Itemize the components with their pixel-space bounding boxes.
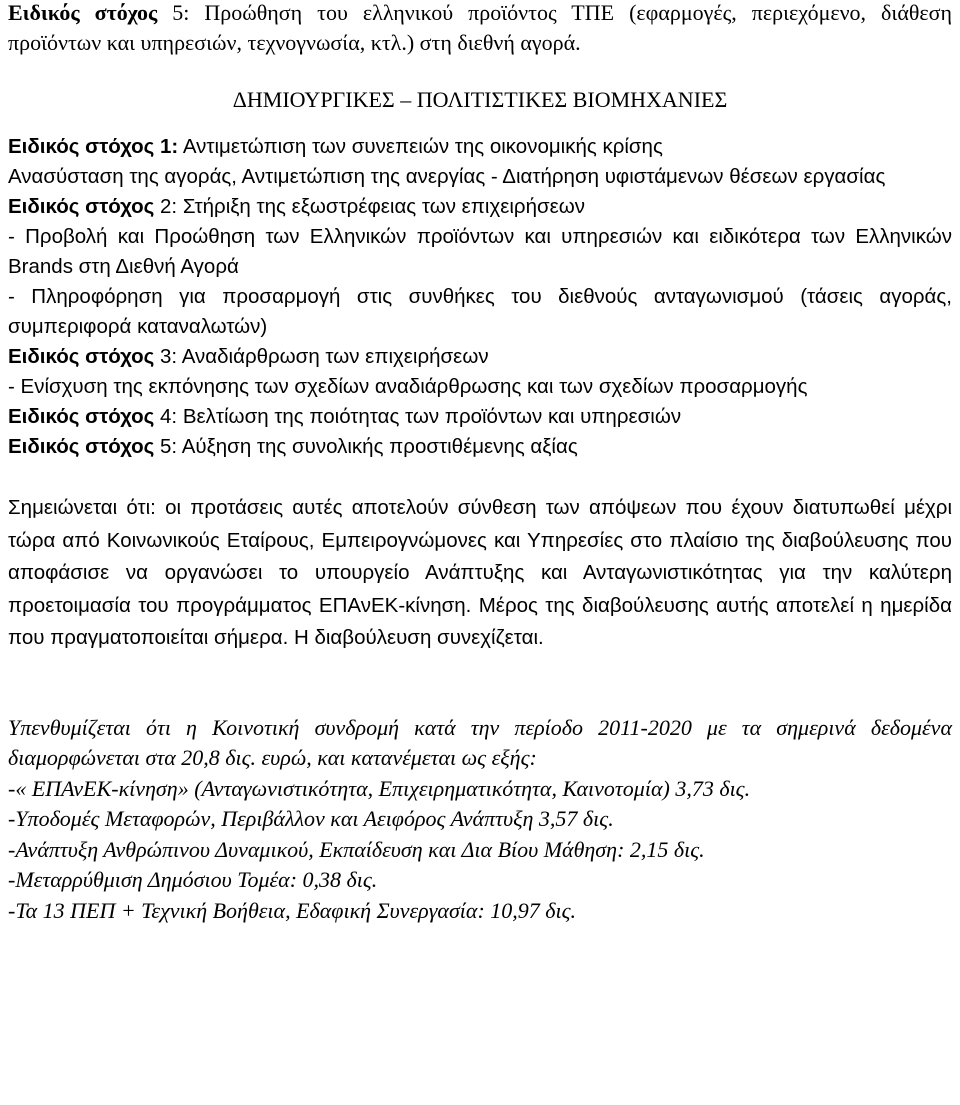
goal-1-number: 1: [160,135,179,158]
budget-item: -Υποδομές Μεταφορών, Περιβάλλον και Αειφόρος Ανάπτυξη 3,57 δις. [8,806,614,831]
goal-3-line-1: - Ενίσχυση της εκπόνησης των σχεδίων αναδιάρθρωσης και των σχεδίων προσαρμογής [8,375,808,398]
goal-2-number: 2: [160,195,178,218]
goal-2 [8,192,952,222]
goal-2-title: Στήριξη της εξωστρέφειας των επιχειρήσεων [182,195,586,218]
goal-2-label: Ειδικός στόχος [8,195,155,218]
note-paragraph: Σημειώνεται ότι: οι προτάσεις αυτές αποτελούν σύνθεση των απόψεων που έχουν διατυπωθεί μέχρι τώρα από Κοινωνικούς Εταίρους, Εμπειρογνώμονες και Υπηρεσίες στο πλαίσιο της διαβούλευσης που αποφάσισε να οργανώσει το υπουργείο Ανάπτυξης και Ανταγωνιστικότητας για την καλύτερη προετοιμασία του προγράμματος ΕΠΑνΕΚ-κίνηση. Μέρος της διαβούλευσης αυτής αποτελεί η ημερίδα που πραγματοποιείται σήμερα. Η διαβούλευση συνεχίζεται. [8,496,952,649]
goal-3 [8,342,952,372]
goal-4-number: 4: [160,405,178,428]
goal-3-number: 3: [160,345,178,368]
intro-goal-text: Προώθηση του ελληνικού προϊόντος ΤΠΕ (εφαρμογές, περιεχόμενο, διάθεση προϊόντων και υπηρεσιών, τεχνογνωσία, κτλ.) στη διεθνή αγορά. [8,0,953,55]
goal-5-label: Ειδικός στόχος [8,435,155,458]
intro-goal-number: 5: [172,0,190,25]
goal-2-line-2: - Πληροφόρηση για προσαρμογή στις συνθήκες του διεθνούς ανταγωνισμού (τάσεις αγοράς, συμπεριφορά καταναλωτών) [8,285,952,338]
goal-1 [8,132,952,162]
goal-1-label: Ειδικός στόχος [8,135,155,158]
goal-3-title: Αναδιάρθρωση των επιχειρήσεων [181,345,489,368]
goal-5 [8,432,952,462]
goal-1-title: Αντιμετώπιση των συνεπειών της οικονομικής κρίσης [182,135,663,158]
budget-item: -Ανάπτυξη Ανθρώπινου Δυναμικού, Εκπαίδευση και Δια Βίου Μάθηση: 2,15 δις. [8,836,705,862]
goal-4 [8,402,952,432]
goal-2-line-1: - Προβολή και Προώθηση των Ελληνικών προϊόντων και υπηρεσιών και ειδικότερα των Ελληνικών Brands στη Διεθνή Αγορά [8,225,952,278]
budget-intro: Υπενθυμίζεται ότι η Κοινοτική συνδρομή κατά την περίοδο 2011-2020 με τα σημερινά δεδομένα διαμορφώνεται στα 20,8 δις. ευρώ, και κατανέμεται ως εξής: [8,714,952,770]
goal-4-title: Βελτίωση της ποιότητας των προϊόντων και υπηρεσιών [182,405,682,428]
budget-block [8,713,952,927]
goal-4-label: Ειδικός στόχος [8,405,155,428]
goal-5-number: 5: [160,435,178,458]
goals-block [8,132,952,655]
budget-item: -« ΕΠΑνΕΚ-κίνηση» (Ανταγωνιστικότητα, Επιχειρηματικότητα, Καινοτομία) 3,73 δις. [8,775,751,801]
intro-goal-label: Ειδικός στόχος [8,0,158,25]
goal-1-line-1: Ανασύσταση της αγοράς, Αντιμετώπιση της ανεργίας - Διατήρηση υφιστάμενων θέσεων εργασίας [8,165,886,188]
section-heading: ΔΗΜΙΟΥΡΓΙΚΕΣ – ΠΟΛΙΤΙΣΤΙΚΕΣ ΒΙΟΜΗΧΑΝΙΕΣ [232,87,728,112]
budget-item: -Μεταρρύθμιση Δημόσιου Τομέα: 0,38 δις. [8,867,378,892]
goal-3-label: Ειδικός στόχος [8,345,155,368]
goal-5-title: Αύξηση της συνολικής προστιθέμενης αξίας [181,435,578,458]
budget-item: -Τα 13 ΠΕΠ + Τεχνική Βοήθεια, Εδαφική Συνεργασία: 10,97 δις. [8,897,577,923]
intro-paragraph [8,0,952,58]
